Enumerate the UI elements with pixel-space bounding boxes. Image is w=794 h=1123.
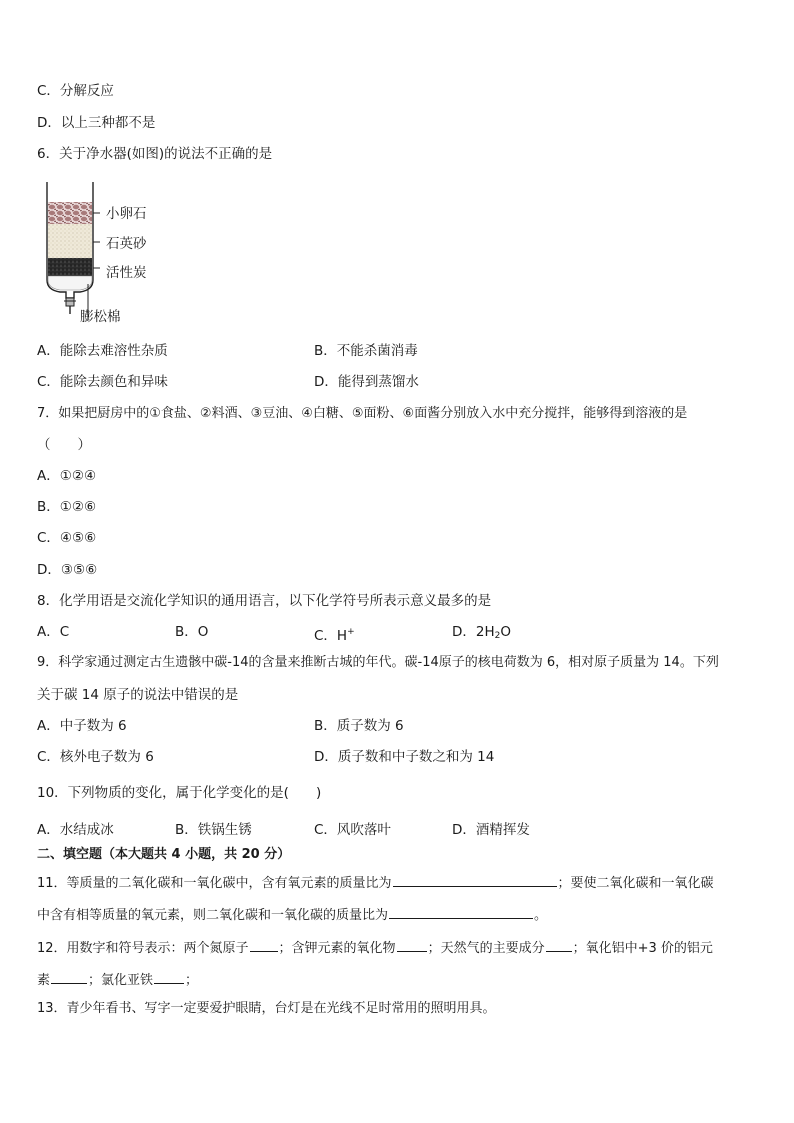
section-2-heading: 二、填空题（本大题共 4 小题，共 20 分） (37, 847, 291, 862)
q6-stem: 6．关于净水器(如图)的说法不正确的是 (37, 146, 273, 162)
q9-stem-line2: 关于碳 14 原子的说法中错误的是 (37, 687, 239, 703)
q10-stem: 10．下列物质的变化，属于化学变化的是( ) (37, 785, 322, 801)
q6-option-d: D．能得到蒸馏水 (314, 374, 419, 390)
q12-line1: 12．用数字和符号表示：两个氮原子 ；含钾元素的氧化物 ；天然气的主要成分 ；氧化铝中+3 价的铝元 (37, 938, 713, 957)
label-pebbles: 小卵石 (106, 206, 147, 222)
q8-option-d: D．$2H_2O$ (452, 624, 512, 641)
q11-blank-1[interactable] (393, 873, 557, 887)
label-sand: 石英砂 (106, 236, 147, 252)
carbon-layer (48, 258, 92, 276)
q8-option-a: A．C (37, 624, 70, 640)
pebble-layer (48, 202, 92, 224)
q10-option-c: C．风吹落叶 (314, 822, 391, 838)
q7-option-a: A．①②④ (37, 468, 97, 484)
q10-option-a: A．水结成冰 (37, 822, 114, 838)
q13-stem: 13．青少年看书、写字一定要爱护眼睛，台灯是在光线不足时常用的照明用具。 (37, 1001, 496, 1016)
q7-stem: 7．如果把厨房中的①食盐、②料酒、③豆油、④白糖、⑤面粉、⑥面酱分别放入水中充分搅拌，能够得到溶液的是 (37, 406, 688, 421)
q7-option-d: D．③⑤⑥ (37, 562, 98, 578)
q11-blank-2[interactable] (389, 905, 533, 919)
q11-line2: 中含有相等质量的氧元素，则二氧化碳和一氧化碳的质量比为 。 (37, 905, 547, 924)
q12-blank-1[interactable] (250, 938, 278, 952)
q8-option-c: C．H+ (314, 627, 355, 644)
q9-option-b: B．质子数为 6 (314, 718, 404, 734)
q11-line1: 11．等质量的二氧化碳和一氧化碳中，含有氧元素的质量比为 ；要使二氧化碳和一氧化碳 (37, 873, 714, 892)
label-cotton: 膨松棉 (80, 309, 121, 325)
q12-blank-3[interactable] (546, 938, 572, 952)
q12-blank-5[interactable] (154, 970, 184, 984)
q12-blank-2[interactable] (397, 938, 427, 952)
q9-option-d: D．质子数和中子数之和为 14 (314, 749, 495, 765)
q8-option-b: B．O (175, 624, 209, 640)
q5-option-d: D．以上三种都不是 (37, 115, 156, 131)
q12-line2: 素 ；氯化亚铁 ； (37, 970, 198, 989)
cotton-layer (48, 276, 92, 290)
q9-stem-line1: 9．科学家通过测定古生遗骸中碳-14的含量来推断古城的年代。碳-14原子的核电荷数为 6，相对原子质量为 14。下列 (37, 655, 719, 670)
q7-option-b: B．①②⑥ (37, 499, 97, 515)
q8-stem: 8．化学用语是交流化学知识的通用语言，以下化学符号所表示意义最多的是 (37, 593, 492, 609)
q9-option-c: C．核外电子数为 6 (37, 749, 154, 765)
q6-option-a: A．能除去难溶性杂质 (37, 343, 168, 359)
q10-option-b: B．铁锅生锈 (175, 822, 252, 838)
sand-layer (48, 224, 92, 258)
q12-blank-4[interactable] (51, 970, 87, 984)
q6-option-b: B．不能杀菌消毒 (314, 343, 418, 359)
outlet-valve (66, 298, 74, 306)
q9-option-a: A．中子数为 6 (37, 718, 127, 734)
q6-option-c: C．能除去颜色和异味 (37, 374, 168, 390)
q7-paren: （ ） (37, 437, 91, 453)
water-purifier-figure (40, 180, 100, 320)
q5-option-c: C．分解反应 (37, 83, 114, 99)
q10-option-d: D．酒精挥发 (452, 822, 530, 838)
label-carbon: 活性炭 (106, 265, 147, 281)
q7-option-c: C．④⑤⑥ (37, 530, 97, 546)
